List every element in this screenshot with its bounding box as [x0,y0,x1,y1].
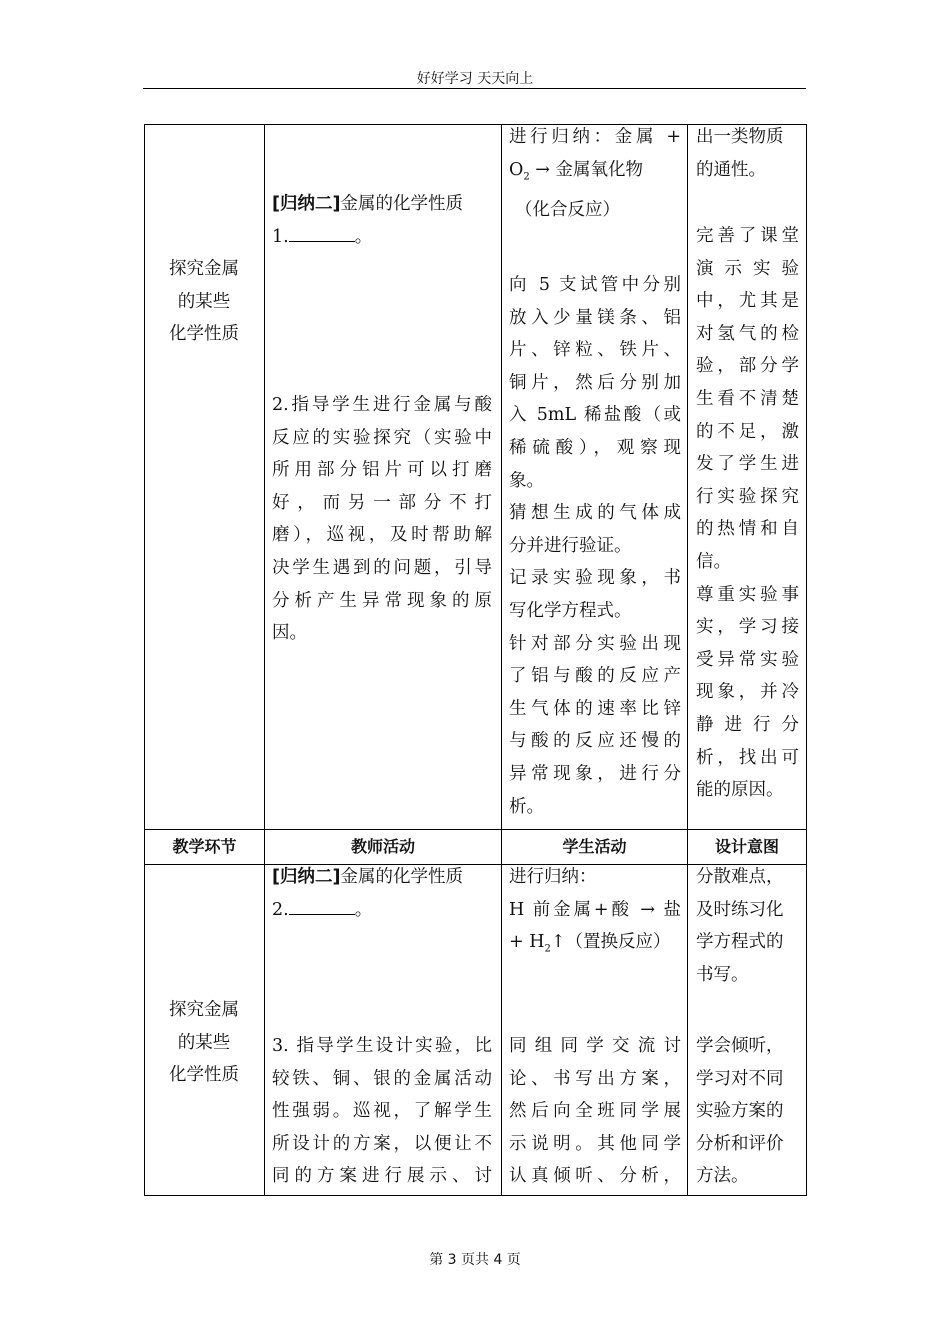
fill-blank-1[interactable] [289,223,355,242]
row2-intent-text: 分散难点， 及时练习化 学方程式的 书写。 [696,867,784,985]
row2-teacher-item3: 3. 指导学生设计实验，比 较铁、铜、银的金属活动 性强弱。巡视，了解学生 所设计的方案，以便让不 同的方案进行展示、讨 [272,1036,492,1187]
header-divider [143,88,806,89]
column-header-intent: 设计意图 [714,837,779,856]
row2-student-discussion: 同组同学交流讨 论、书写出方案， 然后向全班同学展 示说明。其他同学 认真倾听、分析， [509,1036,681,1187]
row1-student-summary: 进行归纳：金属 + $O_2$ → 金属氧化物 （化合反应） [509,127,681,220]
row1-stage-text: 探究金属 的某些 化学性质 [169,259,239,345]
fill-blank-2[interactable] [289,896,355,915]
row2-teacher-title: [归纳二]金属的化学性质 2. 。 [272,867,463,920]
page-footer: 第 3 页共 4 页 [429,1252,521,1268]
row2-student-summary: 进行归纳： H 前金属+酸 → 盐 + $H_2↑$（置换反应） [509,867,681,955]
row1-intent-purpose: 完善了课堂 演示实验 中，尤其是 对氢气的检 验，部分学 生看不清楚 的不足，激 发了学生进 行实验探究 的热情和自 信。 尊重实验事 实，学习接 受异常实验 现象，并冷 静进行分 析，找出可 能的原因。 [696,226,799,801]
row2-intent-listening: 学会倾听， 学习对不同 实验方案的 分析和评价 方法。 [696,1036,784,1187]
row1-teacher-title: [归纳二]金属的化学性质 1. 。 [272,194,463,247]
page-header: 好好学习 天天向上 [416,71,534,87]
row2-stage-text: 探究金属 的某些 化学性质 [169,1000,239,1086]
row1-teacher-item2: 2.指导学生进行金属与酸 反应的实验探究（实验中 所用部分铝片可以打磨 好，而另一部分不打 磨），巡视，及时帮助解 决学生遇到的问题，引导 分析产生异常现象的原 因。 [272,395,492,644]
row1-student-experiment: 向 5 支试管中分别 放入少量镁条、铝 片、锌粒、铁片、 铜片，然后分别加 入 5mL 稀盐酸（或 稀硫酸），观察现 象。 猜想生成的气体成 分并进行验证。 记录实验现象，书 写化学方程式。 针对部分实验出现 了铝与酸的反应产 生气体的速率比锌 与酸的反应还慢的 异常现象，进行分 析。 [509,275,681,817]
column-header-student: 学生活动 [562,837,627,856]
column-header-teacher: 教师活动 [350,837,415,856]
row1-stage-cell [144,124,265,830]
column-header-stage: 教学环节 [172,837,237,856]
row1-intent-text: 出一类物质 的通性。 [696,127,784,180]
